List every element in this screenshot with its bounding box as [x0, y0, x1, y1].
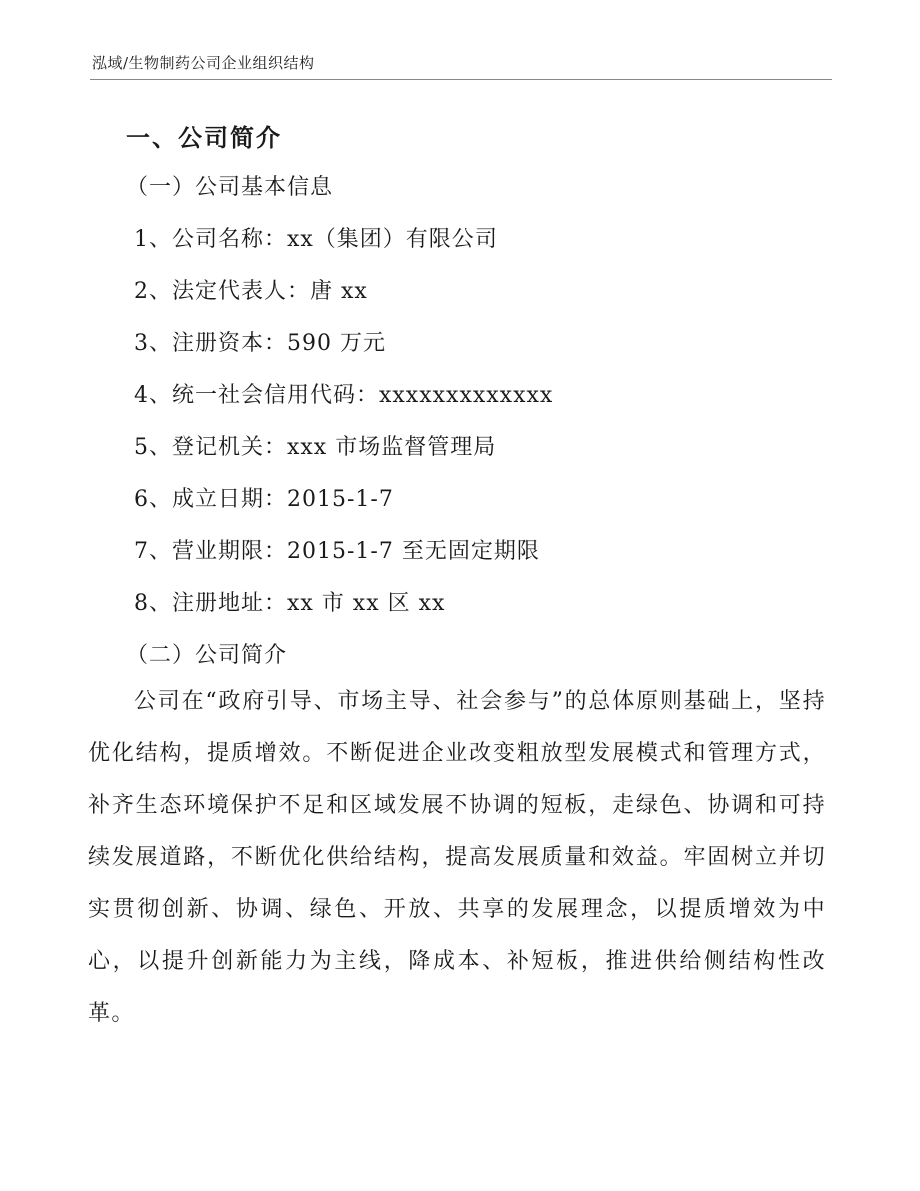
info-item-credit-code: 4、统一社会信用代码：xxxxxxxxxxxxx	[134, 383, 554, 408]
intro-paragraph: 公司在“政府引导、市场主导、社会参与”的总体原则基础上，坚持优化结构，提质增效。不断促进企业改变粗放型发展模式和管理方式，补齐生态环境保护不足和区域发展不协调的短板，走绿色、协调和可持续发展道路，不断优化供给结构，提高发展质量和效益。牢固树立并切实贯彻创新、协调、绿色、开放、共享的发展理念，以提质增效为中心，以提升创新能力为主线，降成本、补短板，推进供给侧结构性改革。	[88, 689, 826, 1026]
subsection-intro-title: （二）公司简介	[126, 643, 288, 668]
subsection-basic-info-title: （一）公司基本信息	[126, 175, 334, 200]
info-item-registered-address: 8、注册地址：xx 市 xx 区 xx	[134, 591, 446, 616]
info-item-registered-capital: 3、注册资本：590 万元	[134, 331, 386, 356]
info-item-registration-authority: 5、登记机关：xxx 市场监督管理局	[134, 435, 497, 460]
header-divider	[90, 79, 832, 80]
running-header: 泓域/生物制药公司企业组织结构	[92, 54, 315, 72]
info-item-establish-date: 6、成立日期：2015-1-7	[134, 487, 394, 512]
info-item-business-term: 7、营业期限：2015-1-7 至无固定期限	[134, 539, 540, 564]
info-item-legal-representative: 2、法定代表人：唐 xx	[134, 279, 368, 304]
section-title: 一、公司简介	[126, 123, 282, 152]
info-item-company-name: 1、公司名称：xx（集团）有限公司	[134, 227, 498, 252]
